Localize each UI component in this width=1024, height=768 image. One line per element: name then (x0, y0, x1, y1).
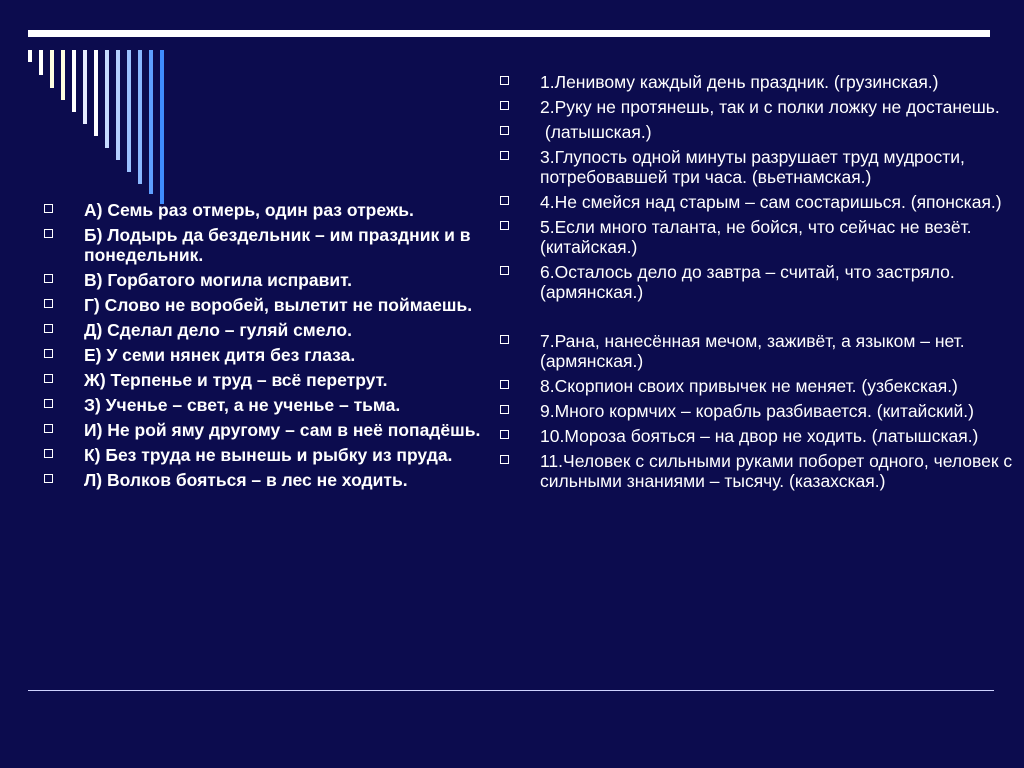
decor-bar (160, 50, 164, 204)
list-item (500, 147, 1020, 187)
decor-bar (72, 50, 76, 112)
square-bullet-icon (500, 76, 509, 85)
decor-bar (61, 50, 65, 100)
decor-bar (149, 50, 153, 194)
decor-bar (50, 50, 54, 88)
square-bullet-icon (500, 221, 509, 230)
right-proverbs-column (500, 72, 1020, 496)
proverb-text: А) Семь раз отмерь, один раз отрежь. (84, 200, 414, 220)
square-bullet-icon (44, 374, 53, 383)
square-bullet-icon (44, 349, 53, 358)
proverb-text: Е) У семи нянек дитя без глаза. (84, 345, 356, 365)
proverb-text: В) Горбатого могила исправит. (84, 270, 352, 290)
list-item (500, 72, 1020, 92)
proverb-text: З) Ученье – свет, а не ученье – тьма. (84, 395, 401, 415)
proverb-text: Г) Слово не воробей, вылетит не поймаешь. (84, 295, 473, 315)
proverb-text: 3.Глупость одной минуты разрушает труд мудрости, потребовавшей три часа. (вьетнамская.) (540, 147, 965, 187)
list-item (44, 270, 484, 290)
proverb-text: К) Без труда не вынешь и рыбку из пруда. (84, 445, 453, 465)
list-item (44, 295, 484, 315)
decor-bar (83, 50, 87, 124)
square-bullet-icon (44, 274, 53, 283)
proverb-text: Ж) Терпенье и труд – всё перетрут. (84, 370, 388, 390)
list-item (500, 426, 1020, 446)
top-rule (28, 30, 990, 37)
square-bullet-icon (44, 399, 53, 408)
proverb-text: И) Не рой яму другому – сам в неё попадёшь. (84, 420, 481, 440)
list-item (500, 376, 1020, 396)
square-bullet-icon (500, 126, 509, 135)
left-proverbs-list (44, 200, 484, 490)
proverb-text: 6.Осталось дело до завтра – считай, что застряло. (армянская.) (540, 262, 955, 302)
square-bullet-icon (44, 449, 53, 458)
square-bullet-icon (500, 101, 509, 110)
left-proverbs-column (44, 200, 484, 495)
decor-bar (39, 50, 43, 75)
decor-bar (105, 50, 109, 148)
proverb-text: Д) Сделал дело – гуляй смело. (84, 320, 352, 340)
list-item (500, 262, 1020, 302)
proverb-text: 2.Руку не протянешь, так и с полки ложку не достанешь. (540, 97, 1000, 117)
list-item (44, 420, 484, 440)
square-bullet-icon (44, 324, 53, 333)
square-bullet-icon (500, 335, 509, 344)
square-bullet-icon (500, 405, 509, 414)
square-bullet-icon (44, 474, 53, 483)
decor-bar (127, 50, 131, 172)
list-item (500, 122, 1020, 142)
square-bullet-icon (500, 455, 509, 464)
list-item (44, 445, 484, 465)
list-item (500, 192, 1020, 212)
list-item (44, 200, 484, 220)
list-item (500, 217, 1020, 257)
list-item (44, 345, 484, 365)
square-bullet-icon (500, 380, 509, 389)
decor-bar (138, 50, 142, 184)
square-bullet-icon (500, 196, 509, 205)
square-bullet-icon (44, 299, 53, 308)
decor-bar (28, 50, 32, 62)
list-item (44, 225, 484, 265)
proverb-text: 11.Человек с сильными руками поборет одного, человек с сильными знаниями – тысячу. (казахская.) (540, 451, 1013, 491)
list-item (500, 401, 1020, 421)
proverb-text: 5.Если много таланта, не бойся, что сейчас не везёт. (китайская.) (540, 217, 972, 257)
proverb-text: 10.Мороза бояться – на двор не ходить. (латышская.) (540, 426, 979, 446)
list-item (44, 370, 484, 390)
proverb-text: Б) Лодырь да бездельник – им праздник и в понедельник. (84, 225, 471, 265)
decor-bar (94, 50, 98, 136)
proverb-text: 4.Не смейся над старым – сам состаришься. (японская.) (540, 192, 1002, 212)
decor-bar (116, 50, 120, 160)
square-bullet-icon (44, 424, 53, 433)
proverb-text: 1.Ленивому каждый день праздник. (грузинская.) (540, 72, 939, 92)
list-item (44, 470, 484, 490)
bottom-rule (28, 690, 994, 691)
proverb-text: 7.Рана, нанесённая мечом, заживёт, а языком – нет. (армянская.) (540, 331, 965, 371)
square-bullet-icon (500, 266, 509, 275)
list-item (500, 451, 1020, 491)
list-item (44, 320, 484, 340)
proverb-text: 8.Скорпион своих привычек не меняет. (узбекская.) (540, 376, 958, 396)
list-item (44, 395, 484, 415)
proverb-text: (латышская.) (540, 122, 652, 142)
square-bullet-icon (500, 151, 509, 160)
square-bullet-icon (44, 229, 53, 238)
square-bullet-icon (500, 430, 509, 439)
proverb-text: 9.Много кормчих – корабль разбивается. (китайский.) (540, 401, 974, 421)
list-item (500, 331, 1020, 371)
proverb-text: Л) Волков бояться – в лес не ходить. (84, 470, 408, 490)
square-bullet-icon (44, 204, 53, 213)
right-proverbs-list (500, 72, 1020, 491)
list-item (500, 97, 1020, 117)
